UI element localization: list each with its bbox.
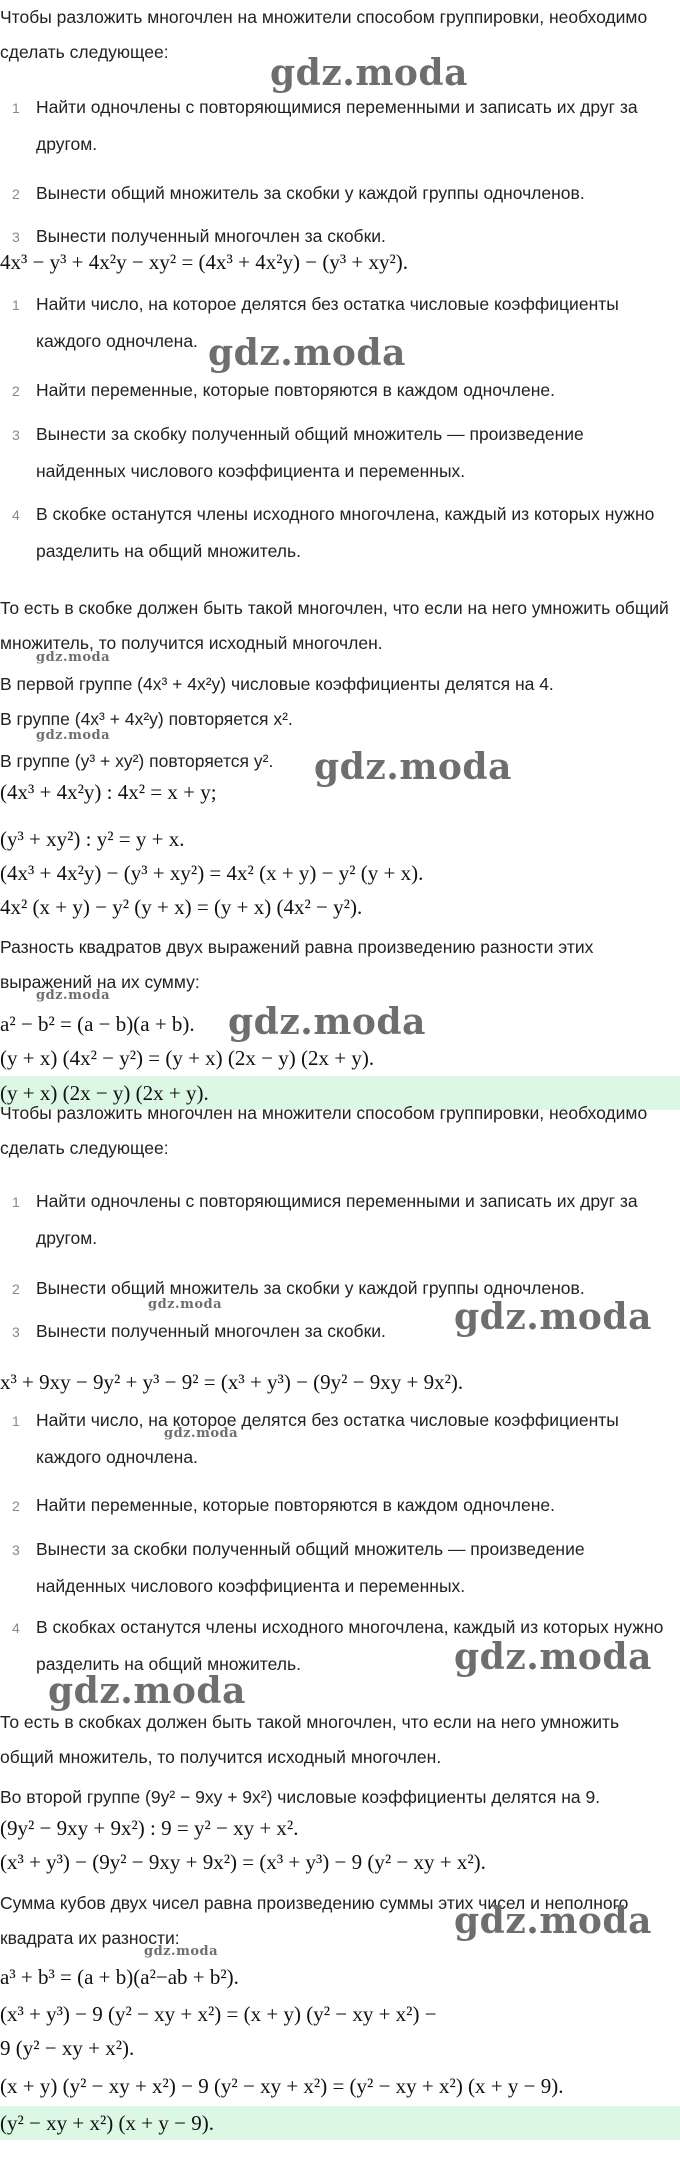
step-number: 2 xyxy=(12,1498,20,1514)
watermark-logo: gdz.moda xyxy=(48,1670,246,1712)
step-number: 1 xyxy=(12,1194,20,1210)
watermark-logo: gdz.moda xyxy=(454,1636,652,1678)
part1-intro: Чтобы разложить многочлен на множители способом группировки, необходимо сделать следующее: xyxy=(0,7,648,62)
watermark-logo: gdz.moda xyxy=(36,988,111,1003)
equation: (x³ + y³) − (9y² − 9xy + 9x²) = (x³ + y³) − 9 (y² − xy + x²). xyxy=(0,1850,486,1874)
watermark-logo: gdz.moda xyxy=(270,52,468,94)
watermark-logo: gdz.moda xyxy=(454,1900,652,1942)
step-number: 2 xyxy=(12,186,20,202)
equation: 9 (y² − xy + x²). xyxy=(0,2036,135,2060)
text-line: Во второй группе (9y² − 9xy + 9x²) числовые коэффициенты делятся на 9. xyxy=(0,1787,601,1807)
step-number: 2 xyxy=(12,1281,20,1297)
step-text: Найти число, на которое делятся без остатка числовые коэффициенты каждого одночлена. xyxy=(36,1410,619,1467)
equation: (4x³ + 4x²y) : 4x² = x + y; xyxy=(0,780,217,804)
step-text: Вынести за скобки полученный общий множитель — произведение найденных числового коэффициента и переменных. xyxy=(36,1539,585,1596)
step-text: Найти одночлены с повторяющимися переменными и записать их друг за другом. xyxy=(36,97,638,154)
step-number: 1 xyxy=(12,100,20,116)
step-number: 1 xyxy=(12,297,20,313)
equation: a³ + b³ = (a + b)(a²−ab + b²). xyxy=(0,1965,239,1989)
watermark-logo: gdz.moda xyxy=(144,1944,219,1959)
step-text: В скобках останутся члены исходного многочлена, каждый из которых нужно разделить на общий множитель. xyxy=(36,1617,664,1674)
step-text: Вынести общий множитель за скобки у каждой группы одночленов. xyxy=(36,1278,585,1298)
answer: (y + x) (2x − y) (2x + y). xyxy=(0,1081,209,1105)
step-number: 4 xyxy=(12,507,20,523)
equation: (x + y) (y² − xy + x²) − 9 (y² − xy + x²) = (y² − xy + x²) (x + y − 9). xyxy=(0,2074,564,2098)
step-number: 3 xyxy=(12,1542,20,1558)
watermark-logo: gdz.moda xyxy=(148,1297,223,1312)
step-text: Вынести общий множитель за скобки у каждой группы одночленов. xyxy=(36,183,585,203)
equation: (y³ + xy²) : y² = y + x. xyxy=(0,827,185,851)
step-number: 4 xyxy=(12,1620,20,1636)
watermark-logo: gdz.moda xyxy=(36,728,111,743)
equation: a² − b² = (a − b)(a + b). xyxy=(0,1012,195,1036)
step-number: 2 xyxy=(12,383,20,399)
paragraph: То есть в скобках должен быть такой многочлен, что если на него умножить общий множитель, то получится исходный многочлен. xyxy=(0,1712,620,1767)
step-number: 3 xyxy=(12,1324,20,1340)
equation: (9y² − 9xy + 9x²) : 9 = y² − xy + x². xyxy=(0,1816,299,1840)
watermark-logo: gdz.moda xyxy=(228,1001,426,1043)
step-text: Найти переменные, которые повторяются в каждом одночлене. xyxy=(36,1495,555,1515)
part2-intro: Чтобы разложить многочлен на множители способом группировки, необходимо сделать следующее: xyxy=(0,1103,648,1158)
answer: (y² − xy + x²) (x + y − 9). xyxy=(0,2111,214,2135)
equation: (y + x) (4x² − y²) = (y + x) (2x − y) (2x + y). xyxy=(0,1046,375,1070)
step-text: Вынести полученный многочлен за скобки. xyxy=(36,1321,386,1341)
equation: (x³ + y³) − 9 (y² − xy + x²) = (x + y) (y² − xy + x²) − xyxy=(0,2002,437,2026)
step-text: Вынести за скобку полученный общий множитель — произведение найденных числового коэффициента и переменных. xyxy=(36,424,584,481)
step-text: Вынести полученный многочлен за скобки. xyxy=(36,226,386,246)
step-text: Найти одночлены с повторяющимися переменными и записать их друг за другом. xyxy=(36,1191,638,1248)
text-line: В первой группе (4x³ + 4x²y) числовые коэффициенты делятся на 4. xyxy=(0,674,554,694)
step-number: 3 xyxy=(12,229,20,245)
paragraph: Разность квадратов двух выражений равна произведению разности этих выражений на их сумму: xyxy=(0,937,594,992)
watermark-logo: gdz.moda xyxy=(454,1296,652,1338)
equation: (4x³ + 4x²y) − (y³ + xy²) = 4x² (x + y) − y² (y + x). xyxy=(0,861,424,885)
text-line: В группе (4x³ + 4x²y) повторяется x². xyxy=(0,709,293,729)
step-text: Найти число, на которое делятся без остатка числовые коэффициенты каждого одночлена. xyxy=(36,294,619,351)
step-text: В скобке останутся члены исходного многочлена, каждый из которых нужно разделить на общий множитель. xyxy=(36,504,655,561)
step-text: Найти переменные, которые повторяются в каждом одночлене. xyxy=(36,380,555,400)
watermark-logo: gdz.moda xyxy=(208,332,406,374)
paragraph: То есть в скобке должен быть такой многочлен, что если на него умножить общий множитель, то получится исходный многочлен. xyxy=(0,598,669,653)
watermark-logo: gdz.moda xyxy=(164,1426,239,1441)
equation: 4x² (x + y) − y² (y + x) = (y + x) (4x² − y²). xyxy=(0,895,363,919)
paragraph: Сумма кубов двух чисел равна произведению суммы этих чисел и неполного квадрата их разности: xyxy=(0,1893,629,1948)
step-number: 3 xyxy=(12,427,20,443)
text-line: В группе (y³ + xy²) повторяется y². xyxy=(0,751,274,771)
equation: 4x³ − y³ + 4x²y − xy² = (4x³ + 4x²y) − (y³ + xy²). xyxy=(0,250,408,274)
step-number: 1 xyxy=(12,1413,20,1429)
watermark-logo: gdz.moda xyxy=(314,746,512,788)
watermark-logo: gdz.moda xyxy=(36,650,111,665)
equation: x³ + 9xy − 9y² + y³ − 9² = (x³ + y³) − (9y² − 9xy + 9x²). xyxy=(0,1370,464,1394)
